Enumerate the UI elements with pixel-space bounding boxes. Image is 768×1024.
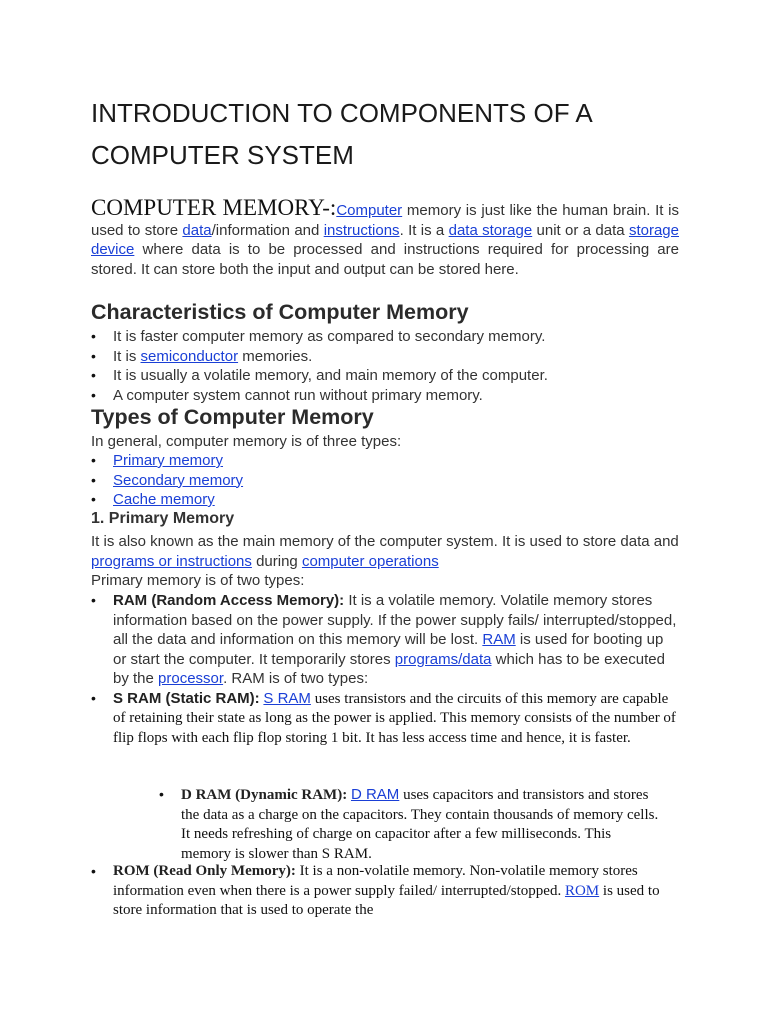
list-item <box>91 471 679 491</box>
link-rom[interactable]: ROM <box>564 882 600 899</box>
item-text: uses capacitors and transistors and stores the data as a charge on the capacitors. They contain thousands of memory cells. It needs refreshing of charge on capacitor after a few milliseconds. This memory is slower than S RAM. <box>181 787 659 862</box>
document-title: INTRODUCTION TO COMPONENTS OF A COMPUTER SYSTEM <box>91 98 592 170</box>
rom-label: ROM (Read Only Memory): <box>113 863 296 879</box>
sram-label: S RAM (Static RAM): <box>113 689 260 707</box>
para-text: It is also known as the main memory of the computer system. It is used to store data and <box>91 533 679 550</box>
intro-text: unit or a data <box>532 221 629 239</box>
list-item <box>91 490 679 510</box>
ram-item <box>91 591 679 689</box>
sram-item <box>91 689 679 749</box>
item-text: uses transistors and the circuits of this memory are capable of retaining their state as long as the power is applied. This memory consists of the number of flip flops with each flip flop storing 1 bit. It has less access time and hence, it is faster. <box>113 690 676 746</box>
item-text: is used for booting up or start the computer. It temporarily stores <box>113 631 664 668</box>
link-sram[interactable]: S RAM <box>263 689 311 707</box>
link-dram[interactable]: D RAM <box>350 786 400 803</box>
list-item: • It is faster computer memory as compared to secondary memory. <box>91 327 679 347</box>
link-processor[interactable]: processor <box>158 670 224 687</box>
dram-item <box>159 785 659 864</box>
item-text: . RAM is of two types: <box>223 670 369 687</box>
link-semiconductor[interactable]: semiconductor <box>140 347 239 365</box>
primary-heading: 1. Primary Memory <box>91 510 235 527</box>
primary-types-list <box>91 591 679 748</box>
link-instructions[interactable]: instructions <box>323 221 400 239</box>
link-data-storage[interactable]: data storage <box>448 221 533 239</box>
link-primary-memory[interactable]: Primary memory <box>113 452 224 469</box>
item-text: It is a volatile memory. Volatile memory stores information based on the power supply. If the power supply fails/ interrupted/stopped, all the data and information on this memory will be lost. <box>113 592 677 648</box>
link-storage-device[interactable]: storage device <box>91 221 679 258</box>
intro-text: memory is just like the human brain. It is used to store <box>91 202 680 239</box>
intro-paragraph <box>91 195 680 279</box>
primary-types-intro: Primary memory is of two types: <box>91 572 305 589</box>
list-item <box>91 451 679 471</box>
list-item: • A computer system cannot run without primary memory. <box>91 386 679 406</box>
types-heading: Types of Computer Memory <box>91 405 374 429</box>
list-item: • It is usually a volatile memory, and main memory of the computer. <box>91 366 679 386</box>
dram-list <box>159 785 659 864</box>
intro-text: where data is to be processed and instructions required for processing are stored. It can store both the input and output can be stored here. <box>91 241 679 278</box>
item-text: is used to store information that is used to operate the <box>113 882 660 918</box>
item-text: It is a non-volatile memory. Non-volatile memory stores information even when there is a power supply failed/ interrupted/stopped. <box>113 863 638 899</box>
list-item <box>91 347 679 367</box>
types-list <box>91 451 679 510</box>
link-data[interactable]: data <box>182 221 212 239</box>
dram-label: D RAM (Dynamic RAM): <box>181 787 348 803</box>
item-text: which has to be executed by the <box>113 650 665 687</box>
item-text: memories. <box>238 347 313 365</box>
link-cache-memory[interactable]: Cache memory <box>113 491 215 508</box>
types-intro: In general, computer memory is of three types: <box>91 433 402 450</box>
link-programs-data[interactable]: programs/data <box>394 650 492 668</box>
rom-item <box>91 862 679 921</box>
link-programs[interactable]: programs or instructions <box>91 552 252 570</box>
link-computer[interactable]: Computer <box>336 202 403 219</box>
intro-text: /information and <box>211 221 324 239</box>
item-text: It is <box>113 347 141 365</box>
characteristics-list <box>91 327 679 405</box>
intro-text: . It is a <box>399 221 449 239</box>
characteristics-heading: Characteristics of Computer Memory <box>91 300 469 324</box>
primary-paragraph <box>91 532 679 571</box>
ram-label: RAM (Random Access Memory): <box>113 592 345 609</box>
memory-heading: COMPUTER MEMORY-: <box>91 195 337 220</box>
link-computer-operations[interactable]: computer operations <box>301 552 439 570</box>
link-ram[interactable]: RAM <box>482 631 516 648</box>
link-secondary-memory[interactable]: Secondary memory <box>113 471 244 489</box>
rom-list <box>91 862 679 921</box>
para-text: during <box>251 552 302 570</box>
